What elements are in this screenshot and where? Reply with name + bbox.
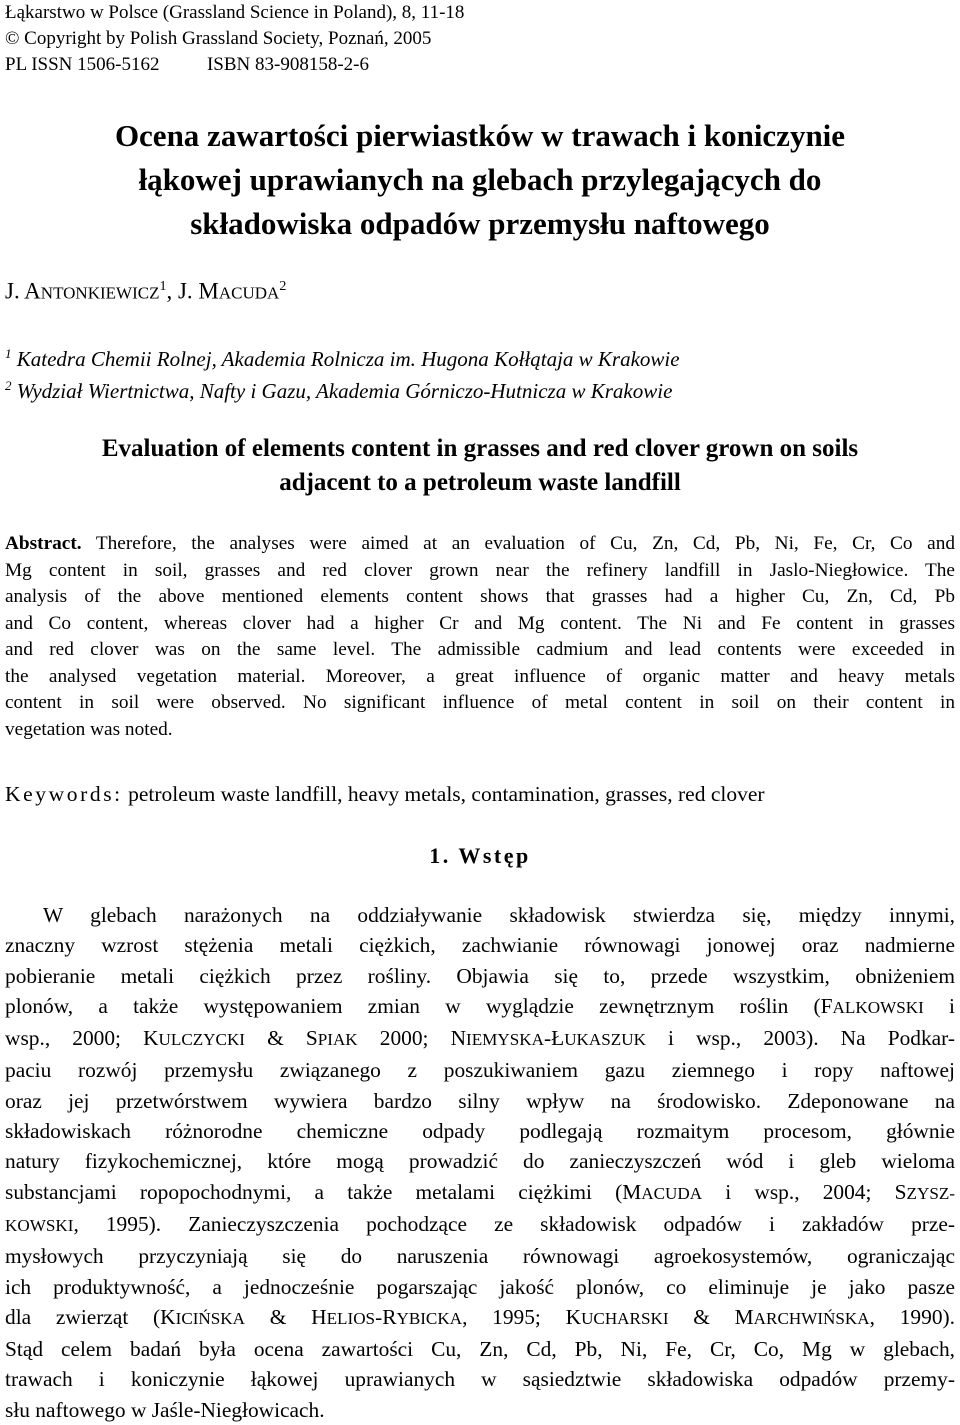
body-text-run: substancjami ropopochodnymi, a także metalami ciężkimi (M — [5, 1179, 642, 1204]
body-line: składowiskach różnorodne chemiczne odpady podlegają rozmaitym procesom, głównie — [5, 1119, 955, 1144]
citation-author: UCHARSKI — [581, 1308, 669, 1328]
body-line: Stąd celem badań była ocena zawartości Cu, Zn, Cd, Pb, Ni, Fe, Cr, Co, Mg w glebach, — [5, 1337, 955, 1362]
body-line: znaczny wzrost stężenia metali ciężkich, zachwianie równowagi jonowej oraz nadmierne — [5, 933, 955, 958]
abstract-line — [5, 531, 955, 558]
polish-title-line: składowiska odpadów przemysłu naftowego — [190, 206, 770, 241]
body-line: ich produktywność, a jednocześnie pogarszając jakość plonów, co eliminuje je jako pasze — [5, 1274, 955, 1299]
citation-author: ACUDA — [641, 1183, 703, 1203]
affiliation-text: Katedra Chemii Rolnej, Akademia Rolnicza im. Hugona Kołłątaja w Krakowie — [11, 347, 680, 371]
keywords-label: Keywords: — [5, 782, 123, 806]
keywords-text: petroleum waste landfill, heavy metals, contamination, grasses, red clover — [122, 782, 765, 806]
body-line — [5, 991, 955, 1023]
body-line: W glebach narażonych na oddziaływanie składowisk stwierdza się, między innymi, — [43, 903, 955, 927]
polish-title-line: łąkowej uprawianych na glebach przylegających do — [138, 162, 822, 197]
body-line — [5, 1209, 955, 1241]
abstract-label: Abstract. — [5, 533, 82, 554]
affiliation-2 — [5, 372, 672, 405]
abstract-line: content in soil were observed. No significant influence of metal content in soil on their content in — [5, 692, 955, 713]
body-text-run: 2000; N — [357, 1026, 467, 1051]
citation-author: YBICKA — [396, 1308, 463, 1328]
body-line — [5, 1023, 955, 1055]
citation-author: PIAK — [317, 1030, 358, 1050]
abstract-line: and red clover was on the same level. The admissible cadmium and lead contents were exceeded in — [5, 639, 955, 660]
body-text-run: i wsp., 2004; S — [702, 1179, 907, 1204]
affiliation-mark: 1 — [5, 346, 12, 361]
body-line: oraz jej przetwórstwem wywiera bardzo silny wpływ na środowisko. Zdeponowane na — [5, 1088, 955, 1113]
affiliation-text: Wydział Wiertnictwa, Nafty i Gazu, Akademia Górniczo-Hutnicza w Krakowie — [11, 379, 673, 403]
issn-isbn-line: PL ISSN 1506-5162 ISBN 83-908158-2-6 — [5, 54, 369, 75]
copyright-line: © Copyright by Polish Grassland Society, Poznań, 2005 — [5, 28, 432, 49]
body-text-run: & H — [245, 1304, 327, 1329]
abstract-line: vegetation was noted. — [5, 718, 173, 740]
body-line: mysłowych przyczyniają się do naruszenia równowagi agroekosystemów, ograniczając — [5, 1244, 955, 1269]
body-line — [5, 1177, 955, 1209]
polish-title-line: Ocena zawartości pierwiastków w trawach i koniczynie — [114, 118, 846, 153]
citation-author: KOWSKI — [5, 1215, 74, 1235]
abstract-text: Therefore, the analyses were aimed at an evaluation of Cu, Zn, Cd, Pb, Ni, Fe, Cr, Co and — [81, 533, 955, 554]
author-initial: J. A — [5, 278, 41, 304]
body-text-run: , 1995). Zanieczyszczenia pochodzące ze składowisk odpadów i zakładów prze- — [73, 1211, 955, 1236]
body-text-run: , 1990). — [869, 1304, 955, 1329]
english-title-line: Evaluation of elements content in grasses and red clover grown on soils — [101, 435, 859, 462]
body-text-run: i — [923, 993, 955, 1018]
abstract-line: Mg content in soil, grasses and red clover grown near the refinery landfill in Jaslo-Niegłowice. The — [5, 559, 955, 581]
body-text-run: -Ł — [543, 1026, 565, 1051]
author-affiliation-mark: 2 — [279, 279, 287, 294]
body-text-run: & M — [668, 1304, 754, 1329]
author-surname: ACUDA — [218, 283, 280, 303]
body-text-run: wsp., 2000; K — [5, 1026, 159, 1051]
citation-author: ICIŃSKA — [175, 1308, 246, 1328]
abstract-line: analysis of the above mentioned elements content shows that grasses had a higher Cu, Zn, Cd, Pb — [5, 586, 955, 607]
journal-header — [5, 0, 464, 78]
body-line: natury fizykochemicznej, które mogą prowadzić do zanieczyszczeń wód i gleb wieloma — [5, 1149, 955, 1174]
abstract — [5, 531, 955, 743]
citation-author: ZYSZ- — [906, 1183, 955, 1203]
keywords — [5, 779, 765, 809]
citation-author: ARCHWIŃSKA — [753, 1308, 870, 1328]
section-heading: 1. Wstęp — [429, 843, 531, 868]
citation-author: ULCZYCKI — [158, 1030, 246, 1050]
author-separator: , J. M — [166, 278, 219, 304]
body-text-run: , 1995; K — [462, 1304, 582, 1329]
english-title — [5, 432, 955, 500]
body-line: słu naftowego w Jaśle-Niegłowicach. — [5, 1397, 325, 1422]
author-affiliation-mark: 1 — [159, 279, 167, 294]
journal-citation: Łąkarstwo w Polsce (Grassland Science in Poland), 8, 11-18 — [5, 2, 465, 23]
polish-title — [5, 114, 955, 246]
body-text-run: & S — [245, 1026, 318, 1051]
body-text-run: i wsp., 2003). Na Podkar- — [645, 1026, 955, 1051]
abstract-line: and Co content, whereas clover had a higher Cr and Mg content. The Ni and Fe content in grasses — [5, 612, 955, 634]
affiliation-mark: 2 — [5, 378, 12, 393]
author-surname: NTONKIEWICZ — [40, 283, 160, 303]
citation-author: UKASZUK — [564, 1030, 646, 1050]
affiliation-1 — [5, 340, 680, 373]
body-line: pobieranie metali ciężkich przez rośliny. Objawia się to, przede wszystkim, obniżeniem — [5, 963, 955, 988]
body-line: trawach i koniczynie łąkowej uprawianych w sąsiedztwie składowiska odpadów przemy- — [5, 1367, 955, 1392]
abstract-line: the analysed vegetation material. Moreover, a great influence of organic matter and heavy metals — [5, 665, 955, 687]
body-text — [5, 900, 955, 1425]
body-text-run: plonów, a także występowaniem zmian w wyglądzie zewnętrznym roślin (F — [5, 993, 833, 1018]
body-line — [5, 1302, 955, 1334]
body-line: paciu rozwój przemysłu związanego z poszukiwaniem gazu ziemnego i ropy naftowej — [5, 1058, 955, 1083]
authors-line — [5, 272, 286, 309]
english-title-line: adjacent to a petroleum waste landfill — [279, 469, 681, 496]
body-text-run: -R — [375, 1304, 397, 1329]
citation-author: ELIOS — [326, 1308, 376, 1328]
citation-author: ALKOWSKI — [832, 997, 924, 1017]
citation-author: IEMYSKA — [466, 1030, 544, 1050]
body-text-run: dla zwierząt (K — [5, 1304, 176, 1329]
